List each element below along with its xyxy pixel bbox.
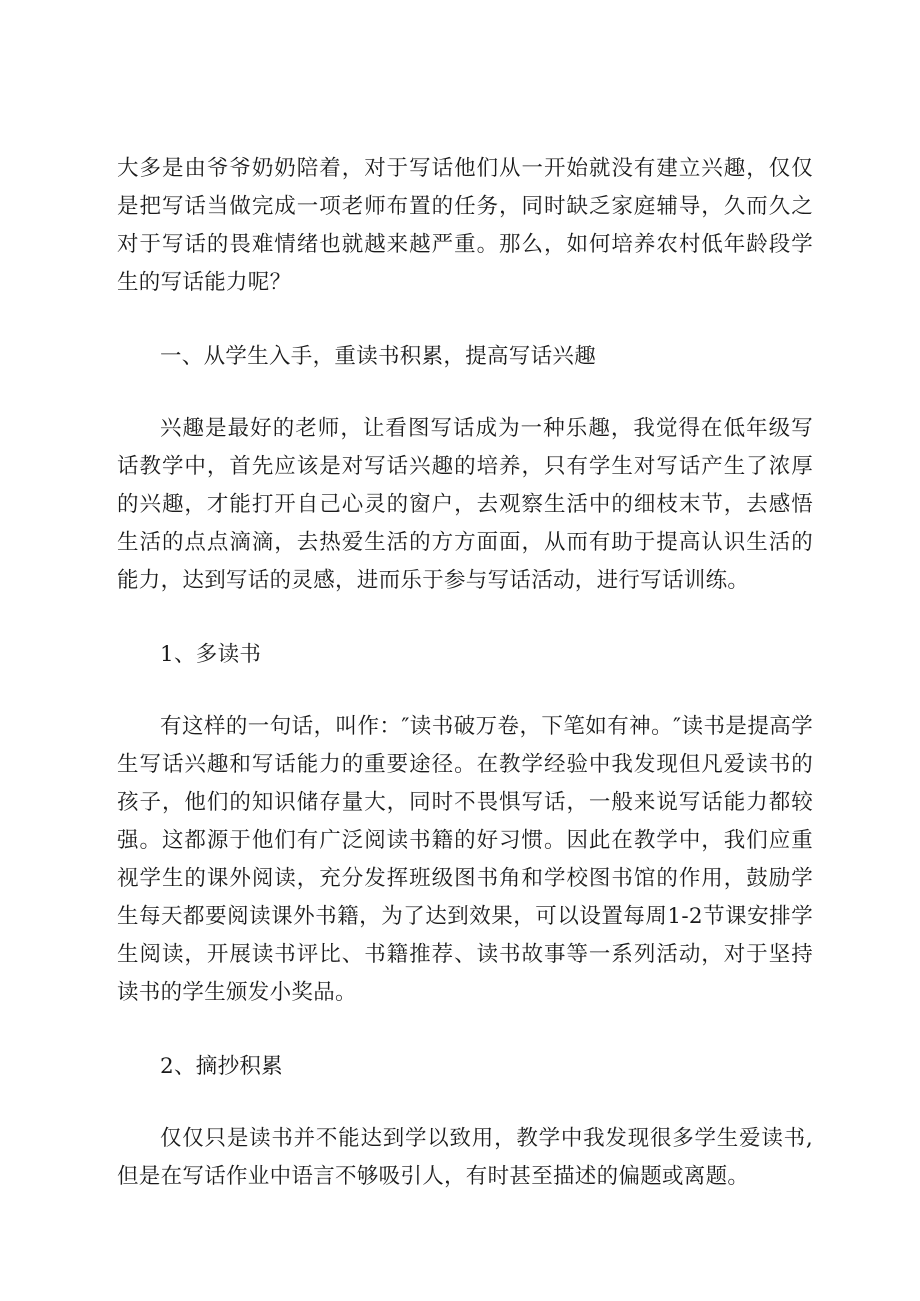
subheading-read-more: 1、多读书: [160, 642, 262, 667]
document-page: [117, 150, 813, 1196]
paragraph-interest: 兴趣是最好的老师，让看图写话成为一种乐趣，我觉得在低年级写话教学中，首先应该是对写话兴趣的培养，只有学生对写话产生了浓厚的兴趣，才能打开自己心灵的窗户，去观察生活中的细枝末节，去感悟生活的点点滴滴，去热爱生活的方方面面，从而有助于提高认识生活的能力，达到写话的灵感，进而乐于参与写话活动，进行写话训练。: [117, 416, 813, 593]
paragraph-continuation: 大多是由爷爷奶奶陪着，对于写话他们从一开始就没有建立兴趣，仅仅是把写话当做完成一项老师布置的任务，同时缺乏家庭辅导，久而久之对于写话的畏难情绪也就越来越严重。那么，如何培养农村低年龄段学生的写话能力呢？: [117, 156, 813, 295]
subheading-excerpt: 2、摘抄积累: [160, 1054, 283, 1079]
section-heading-1: 一、从学生入手，重读书积累，提高写话兴趣: [160, 344, 597, 369]
paragraph-reading: 有这样的一句话，叫作：″读书破万卷，下笔如有神。″读书是提高学生写话兴趣和写话能力的重要途径。在教学经验中我发现但凡爱读书的孩子，他们的知识储存量大，同时不畏惧写话，一般来说写话能力都较强。这都源于他们有广泛阅读书籍的好习惯。因此在教学中，我们应重视学生的课外阅读，充分发挥班级图书角和学校图书馆的作用，鼓励学生每天都要阅读课外书籍，为了达到效果，可以设置每周1-2节课安排学生阅读，开展读书评比、书籍推荐、读书故事等一系列活动，对于坚持读书的学生颁发小奖品。: [117, 714, 813, 1005]
paragraph-excerpt: 仅仅只是读书并不能达到学以致用，教学中我发现很多学生爱读书,但是在写话作业中语言不够吸引人，有时甚至描述的偏题或离题。: [117, 1126, 813, 1189]
